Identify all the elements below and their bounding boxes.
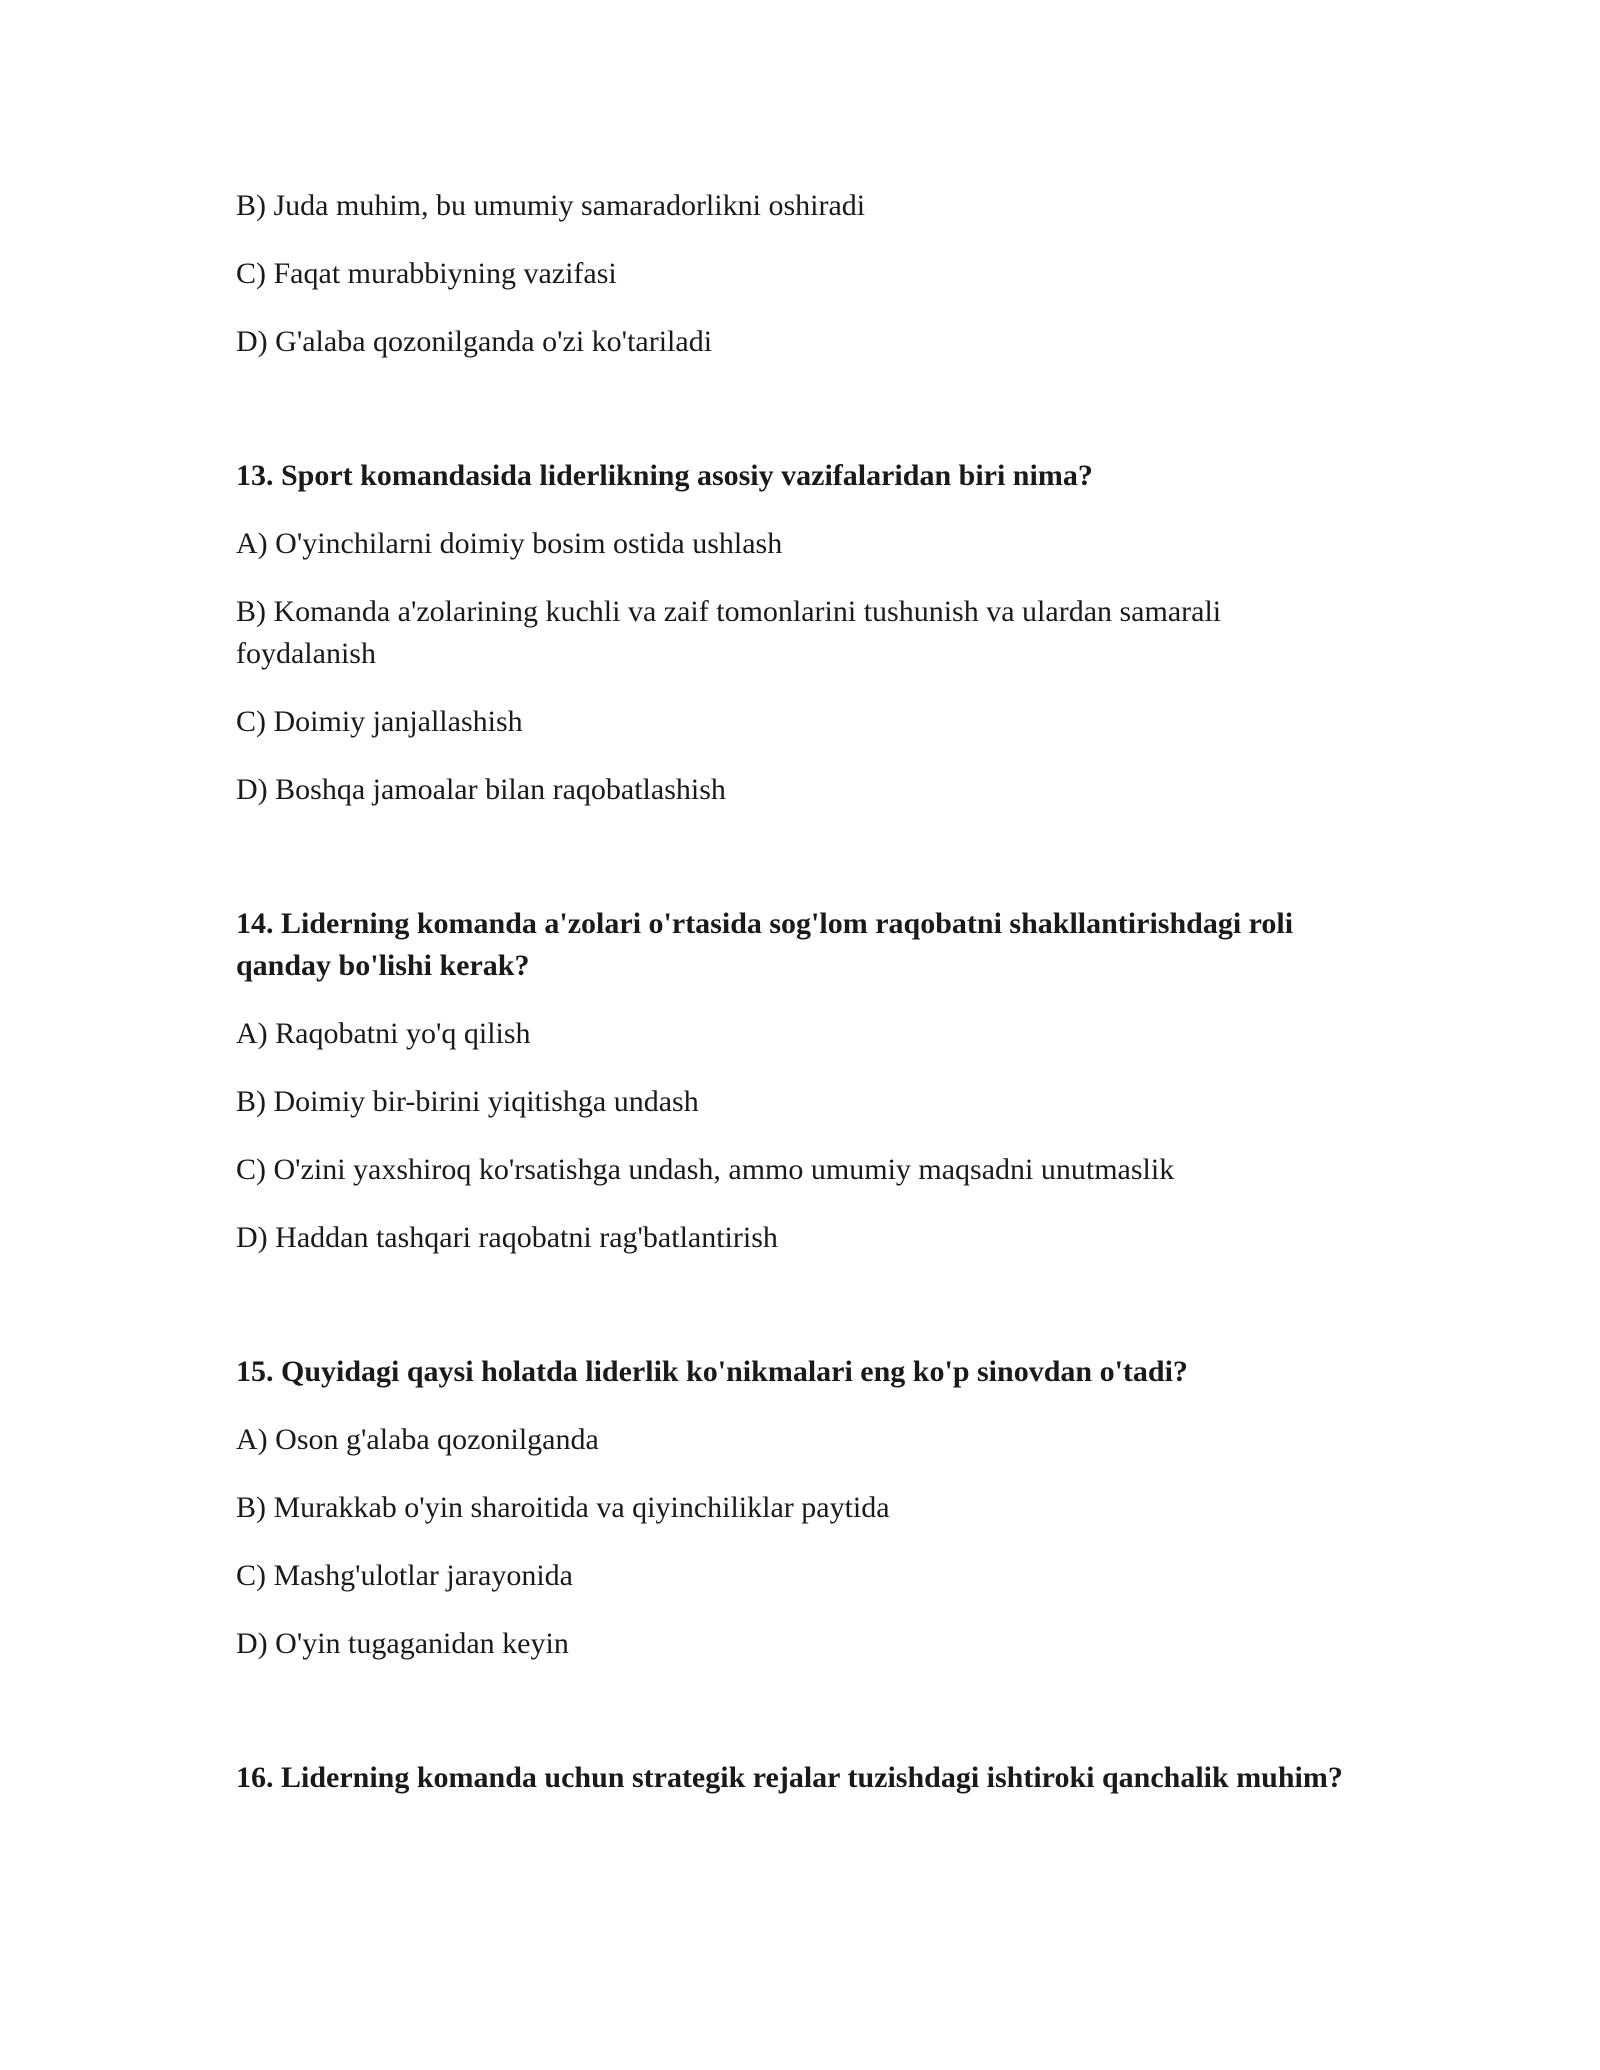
option-13-d: D) Boshqa jamoalar bilan raqobatlashish [236,773,726,806]
question-13 [236,455,1366,811]
option-15-d: D) O'yin tugaganidan keyin [236,1627,569,1660]
question-14 [236,903,1366,1259]
option-14-c: C) O'zini yaxshiroq ko'rsatishga undash, ammo umumiy maqsadni unutmaslik [236,1153,1175,1186]
section-gap [236,1691,1366,1757]
option-14-d: D) Haddan tashqari raqobatni rag'batlantirish [236,1221,778,1254]
option-14-b: B) Doimiy bir-birini yiqitishga undash [236,1085,699,1118]
option-15-a: A) Oson g'alaba qozonilganda [236,1423,599,1456]
question-16 [236,1757,1366,1799]
option-13-c: C) Doimiy janjallashish [236,705,523,738]
quiz-content [236,185,1366,1825]
section-gap [236,1285,1366,1351]
question-12-continued [236,185,1366,363]
question-13-text: 13. Sport komandasida liderlikning asosiy vazifalaridan biri nima? [236,459,1093,492]
option-12-b: B) Juda muhim, bu umumiy samaradorlikni oshiradi [236,189,866,222]
section-gap [236,837,1366,903]
option-15-c: C) Mashg'ulotlar jarayonida [236,1559,573,1592]
option-15-b: B) Murakkab o'yin sharoitida va qiyinchiliklar paytida [236,1491,890,1524]
option-14-a: A) Raqobatni yo'q qilish [236,1017,531,1050]
question-15-text: 15. Quyidagi qaysi holatda liderlik ko'nikmalari eng ko'p sinovdan o'tadi? [236,1355,1188,1388]
question-16-text: 16. Liderning komanda uchun strategik rejalar tuzishdagi ishtiroki qanchalik muhim? [236,1761,1343,1794]
option-12-c: C) Faqat murabbiyning vazifasi [236,257,617,290]
option-12-d: D) G'alaba qozonilganda o'zi ko'tariladi [236,325,713,358]
question-15 [236,1351,1366,1665]
option-13-b: B) Komanda a'zolarining kuchli va zaif tomonlarini tushunish va ulardan samarali foydalanish [236,595,1222,670]
question-14-text: 14. Liderning komanda a'zolari o'rtasida sog'lom raqobatni shakllantirishdagi roli qanday bo'lishi kerak? [236,907,1294,982]
option-13-a: A) O'yinchilarni doimiy bosim ostida ushlash [236,527,783,560]
section-gap [236,389,1366,455]
